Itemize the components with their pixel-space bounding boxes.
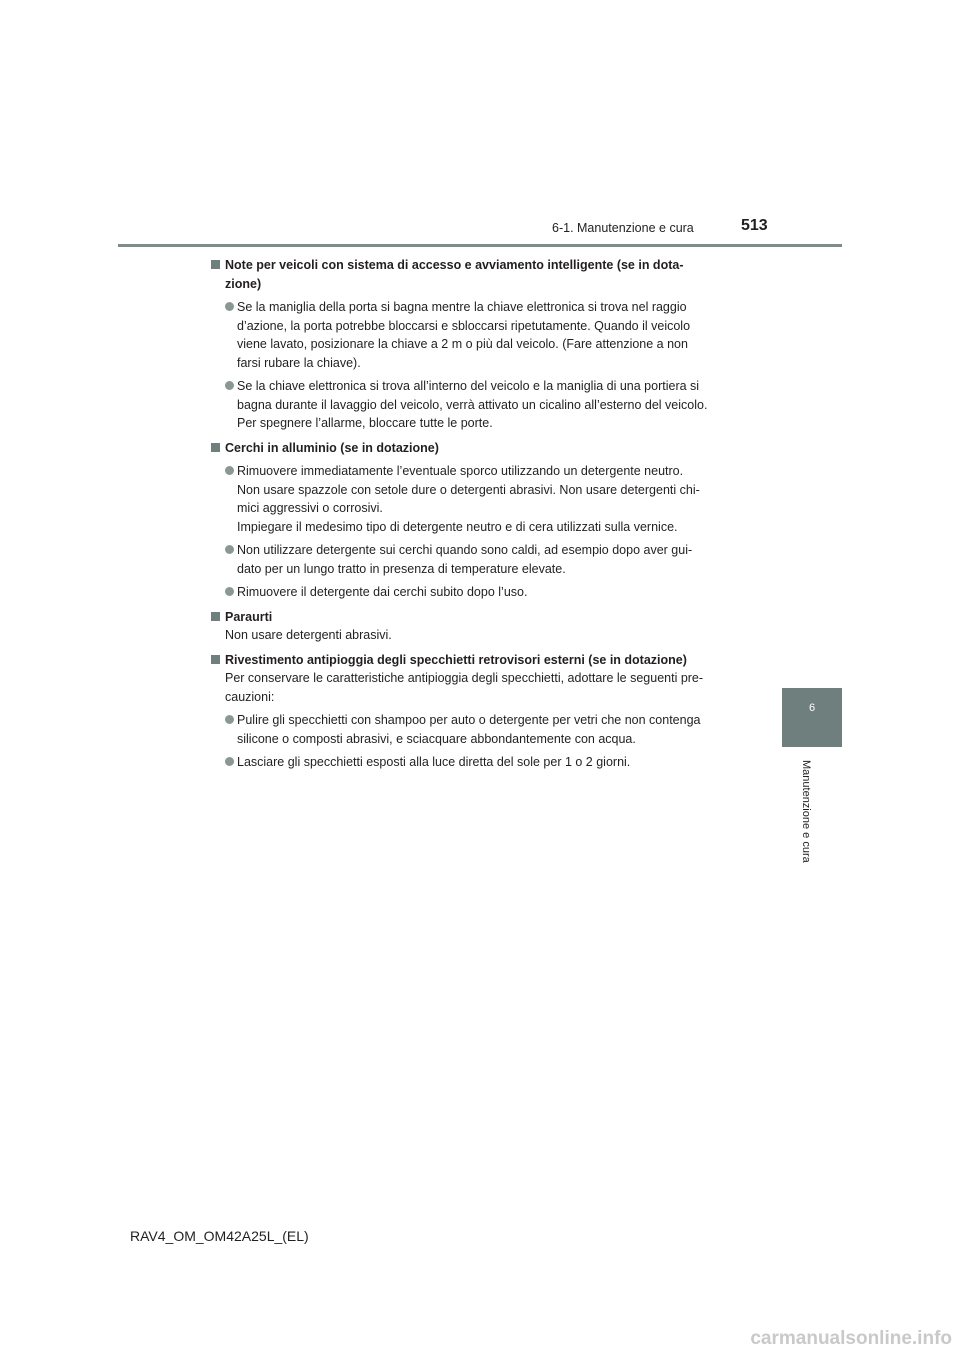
page-content — [211, 256, 751, 778]
text-line: Rimuovere immediatamente l’eventuale sporco utilizzando un detergente neutro. — [237, 464, 684, 478]
section-intro — [211, 626, 751, 645]
text-line: bagna durante il lavaggio del veicolo, verrà attivato un cicalino all’esterno del veicolo. — [237, 397, 708, 412]
chapter-side-label: Manutenzione e cura — [800, 760, 812, 863]
section-title-line: Paraurti — [225, 609, 273, 624]
section-title-line: Rivestimento antipioggia degli specchietti retrovisori esterni (se in dotazione) — [225, 652, 687, 667]
text-line: viene lavato, posizionare la chiave a 2 m o più dal veicolo. (Fare attenzione a non — [237, 337, 688, 351]
header-rule — [118, 244, 842, 247]
list-item — [211, 753, 751, 772]
text-line: Rimuovere il detergente dai cerchi subito dopo l’uso. — [237, 585, 528, 599]
text-line: Per spegnere l’allarme, bloccare tutte le porte. — [237, 416, 493, 430]
text-line: mici aggressivi o corrosivi. — [237, 501, 383, 515]
chapter-tab-number: 6 — [808, 702, 816, 714]
round-bullet-icon — [225, 587, 234, 596]
text-line: Se la maniglia della porta si bagna mentre la chiave elettronica si trova nel raggio — [237, 300, 687, 314]
document-code: RAV4_OM_OM42A25L_(EL) — [130, 1228, 309, 1244]
text-line: Non usare spazzole con setole dure o detergenti abrasivi. Non usare detergenti chi- — [237, 482, 700, 497]
list-item — [211, 462, 751, 536]
text-line: Per conservare le caratteristiche antipioggia degli specchietti, adottare le seguenti pre- — [225, 671, 704, 685]
square-bullet-icon — [211, 655, 220, 664]
section-title — [211, 256, 751, 293]
list-item — [211, 541, 751, 578]
list-item — [211, 711, 751, 748]
square-bullet-icon — [211, 260, 220, 269]
round-bullet-icon — [225, 545, 234, 554]
round-bullet-icon — [225, 381, 234, 390]
text-line: cauzioni: — [225, 689, 275, 704]
section-smart-key — [211, 256, 751, 433]
text-line: silicone o composti abrasivi, e sciacquare abbondantemente con acqua. — [237, 731, 636, 746]
text-line: d’azione, la porta potrebbe bloccarsi e sbloccarsi ripetutamente. Quando il veicolo — [237, 318, 691, 333]
text-line: Se la chiave elettronica si trova all’interno del veicolo e la maniglia di una portiera si — [237, 379, 700, 393]
text-line: Non usare detergenti abrasivi. — [225, 628, 392, 642]
header-section-title: 6-1. Manutenzione e cura — [552, 221, 694, 235]
chapter-tab — [782, 688, 842, 747]
round-bullet-icon — [225, 715, 234, 724]
section-title — [211, 651, 751, 670]
section-alloy-wheels — [211, 439, 751, 602]
list-item — [211, 298, 751, 372]
square-bullet-icon — [211, 612, 220, 621]
section-mirror-coating — [211, 651, 751, 772]
section-bumpers — [211, 608, 751, 645]
round-bullet-icon — [225, 757, 234, 766]
text-line: Non utilizzare detergente sui cerchi quando sono caldi, ad esempio dopo aver gui- — [237, 543, 693, 557]
page-number: 513 — [741, 217, 768, 234]
list-item — [211, 377, 751, 433]
section-intro — [211, 669, 751, 706]
list-item — [211, 583, 751, 602]
section-title — [211, 439, 751, 458]
text-line: dato per un lungo tratto in presenza di temperature elevate. — [237, 561, 566, 576]
round-bullet-icon — [225, 302, 234, 311]
watermark: carmanualsonline.info — [750, 1328, 952, 1349]
text-line: Impiegare il medesimo tipo di detergente neutro e di cera utilizzati sulla vernice. — [237, 519, 678, 534]
text-line: Pulire gli specchietti con shampoo per auto o detergente per vetri che non contenga — [237, 713, 701, 727]
section-title — [211, 608, 751, 627]
section-title-line: zione) — [225, 276, 262, 291]
text-line: Lasciare gli specchietti esposti alla luce diretta del sole per 1 o 2 giorni. — [237, 755, 631, 769]
section-title-line: Note per veicoli con sistema di accesso e avviamento intelligente (se in dota- — [225, 258, 684, 272]
section-title-line: Cerchi in alluminio (se in dotazione) — [225, 440, 439, 455]
round-bullet-icon — [225, 466, 234, 475]
square-bullet-icon — [211, 443, 220, 452]
text-line: farsi rubare la chiave). — [237, 355, 361, 370]
